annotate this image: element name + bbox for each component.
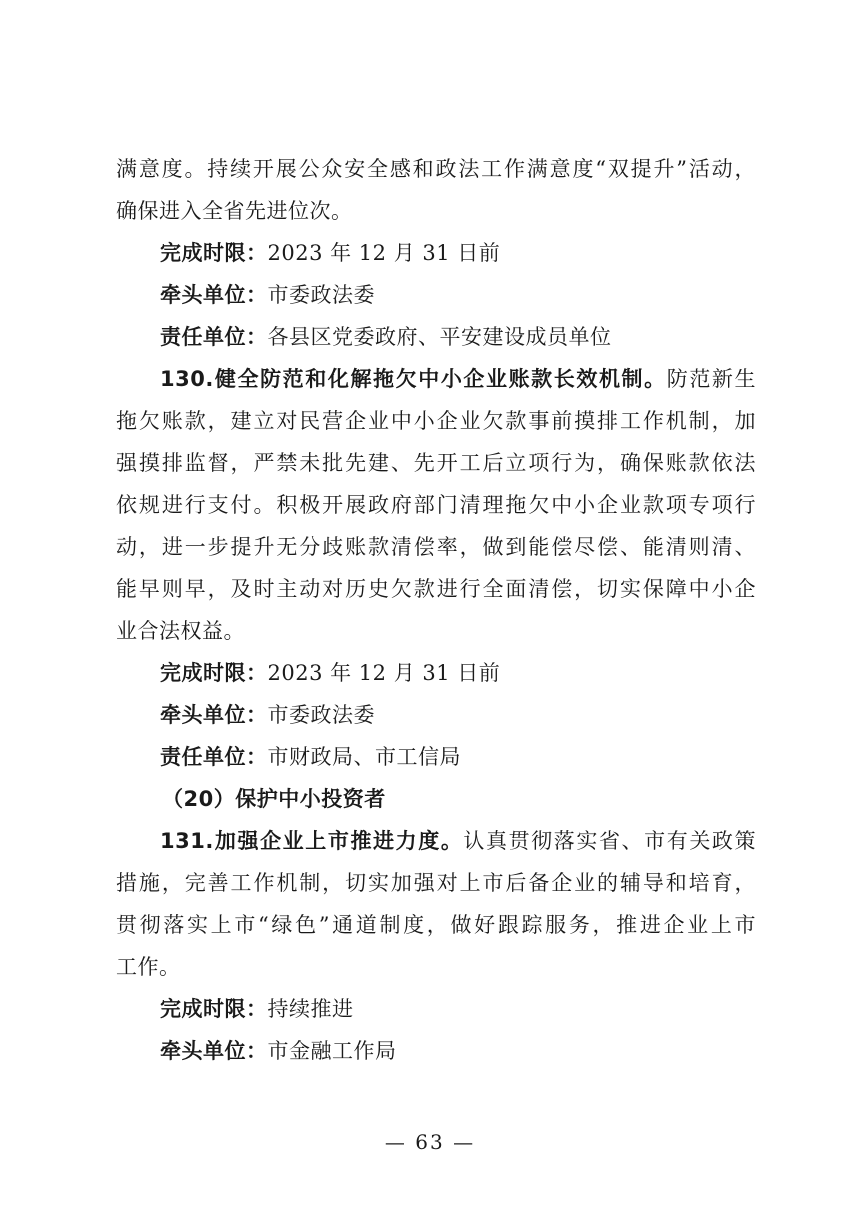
- item-130-first-line: [116, 358, 756, 400]
- deadline-line: [116, 232, 756, 274]
- page-number: — 63 —: [384, 1130, 476, 1154]
- lead-unit-label: 牵头单位：: [160, 1039, 268, 1063]
- item-131-title: 131.加强企业上市推进力度。: [160, 829, 464, 853]
- page-content: [116, 148, 756, 1072]
- deadline-label: 完成时限：: [160, 241, 268, 265]
- lead-unit-value: 市委政法委: [267, 703, 375, 727]
- body-line: 动，进一步提升无分歧账款清偿率，做到能偿尽偿、能清则清、: [116, 535, 756, 559]
- body-line: 依规进行支付。积极开展政府部门清理拖欠中小企业款项专项行: [116, 493, 756, 517]
- body-line: 业合法权益。: [116, 619, 245, 643]
- body-line: 能早则早，及时主动对历史欠款进行全面清偿，切实保障中小企: [116, 577, 756, 601]
- lead-unit-label: 牵头单位：: [160, 703, 268, 727]
- body-line: 工作。: [116, 955, 181, 979]
- lead-unit-line: [116, 1030, 756, 1072]
- item-130-text: 防范新生: [666, 367, 757, 391]
- body-line: 措施，完善工作机制，切实加强对上市后备企业的辅导和培育，: [116, 871, 756, 895]
- deadline-label: 完成时限：: [160, 661, 268, 685]
- lead-unit-line: [116, 694, 756, 736]
- deadline-value: 持续推进: [267, 997, 354, 1021]
- responsible-unit-label: 责任单位：: [160, 325, 268, 349]
- lead-unit-value: 市金融工作局: [267, 1039, 397, 1063]
- body-line: 拖欠账款，建立对民营企业中小企业欠款事前摸排工作机制，加: [116, 409, 756, 433]
- item-131-text: 认真贯彻落实省、市有关政策: [463, 829, 756, 853]
- body-line: 强摸排监督，严禁未批先建、先开工后立项行为，确保账款依法: [116, 451, 756, 475]
- deadline-line: [116, 652, 756, 694]
- lead-unit-value: 市委政法委: [267, 283, 375, 307]
- body-line: 确保进入全省先进位次。: [116, 199, 353, 223]
- responsible-unit-line: [116, 736, 756, 778]
- item-130-title: 130.健全防范和化解拖欠中小企业账款长效机制。: [160, 367, 667, 391]
- body-line: 贯彻落实上市“绿色”通道制度，做好跟踪服务，推进企业上市: [116, 913, 756, 937]
- item-131-first-line: [116, 820, 756, 862]
- deadline-value: 2023 年 12 月 31 日前: [267, 661, 501, 685]
- deadline-line: [116, 988, 756, 1030]
- deadline-label: 完成时限：: [160, 997, 268, 1021]
- section-heading: （20）保护中小投资者: [162, 787, 386, 811]
- responsible-unit-label: 责任单位：: [160, 745, 268, 769]
- responsible-unit-value: 各县区党委政府、平安建设成员单位: [267, 325, 612, 349]
- body-line: 满意度。持续开展公众安全感和政法工作满意度“双提升”活动，: [116, 157, 756, 181]
- lead-unit-line: [116, 274, 756, 316]
- deadline-value: 2023 年 12 月 31 日前: [267, 241, 501, 265]
- lead-unit-label: 牵头单位：: [160, 283, 268, 307]
- responsible-unit-value: 市财政局、市工信局: [267, 745, 461, 769]
- responsible-unit-line: [116, 316, 756, 358]
